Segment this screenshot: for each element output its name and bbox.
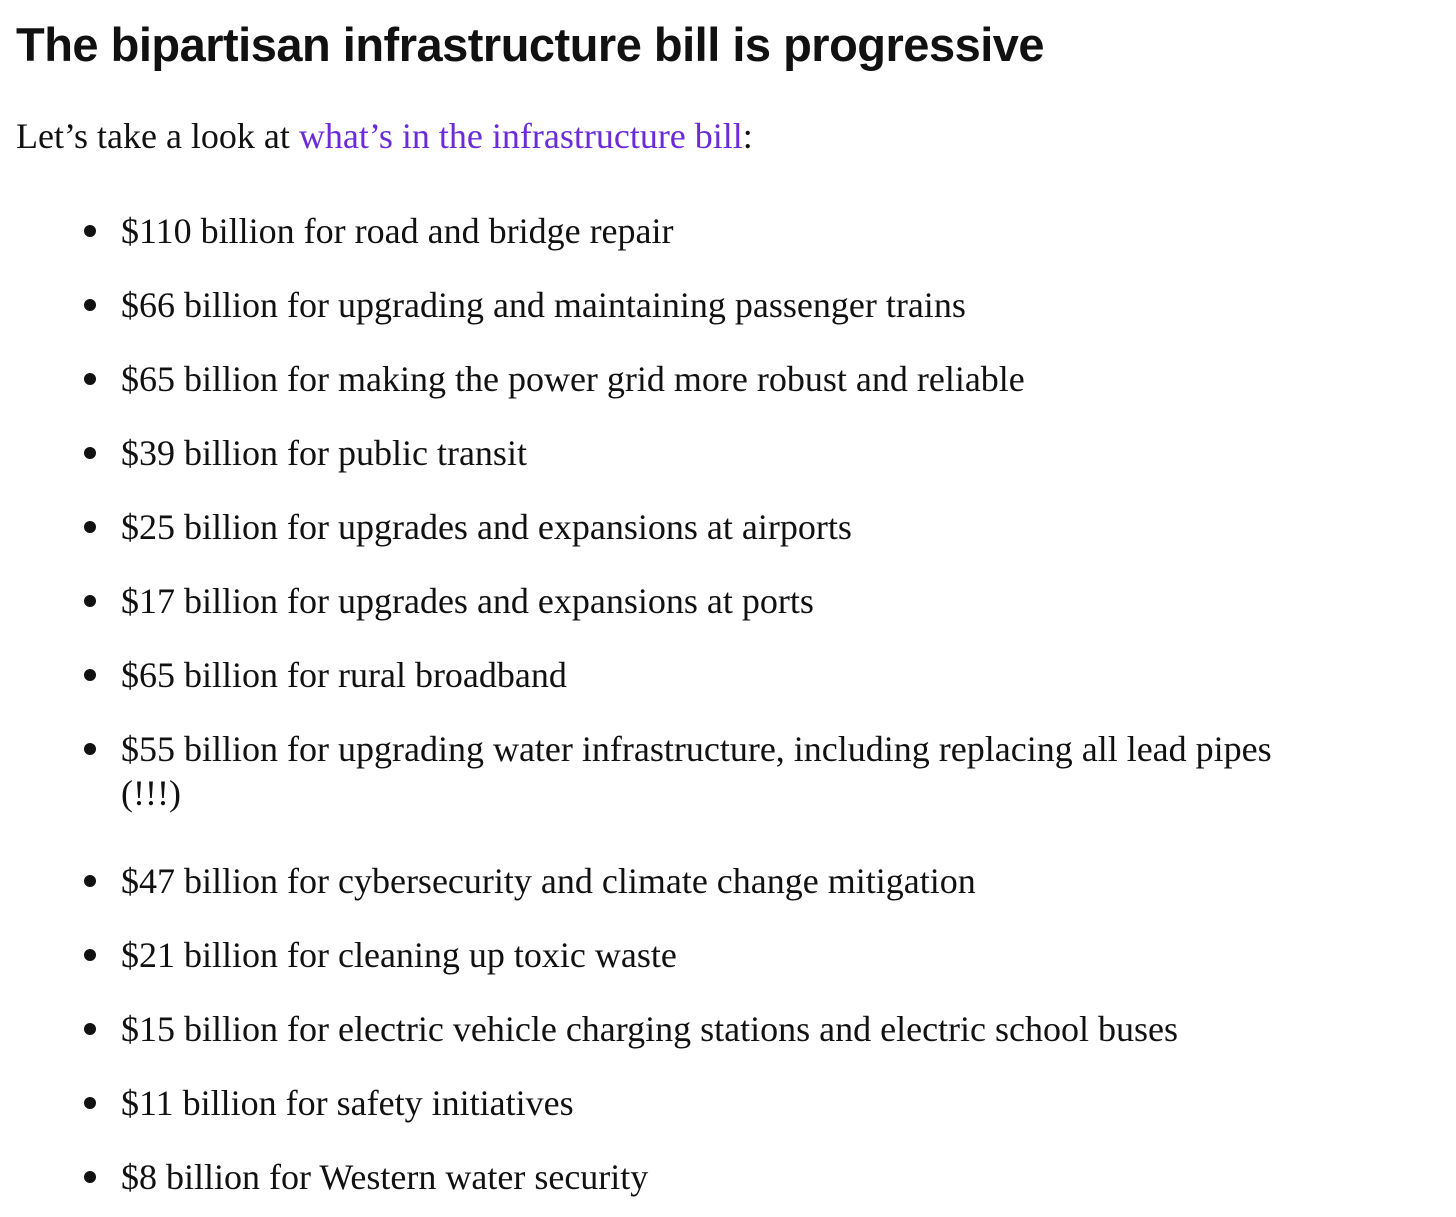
bullet-icon (84, 875, 96, 887)
list-item-text: $15 billion for electric vehicle charging stations and electric school buses (121, 1009, 1179, 1049)
section-heading: The bipartisan infrastructure bill is progressive (16, 18, 1045, 71)
list-item (16, 638, 1446, 712)
article-body (16, 14, 1446, 1214)
list-item-text: $39 billion for public transit (121, 433, 527, 473)
bullet-icon (84, 225, 96, 237)
bullet-icon (84, 743, 96, 755)
bullet-icon (84, 669, 96, 681)
list-item-text: $110 billion for road and bridge repair (121, 211, 674, 251)
list-item-text: $65 billion for making the power grid more robust and reliable (121, 359, 1025, 399)
intro-prefix: Let’s take a look at (16, 116, 299, 156)
list-item (16, 1140, 1446, 1214)
list-item (16, 844, 1446, 918)
bullet-icon (84, 1097, 96, 1109)
intro-suffix: : (742, 116, 753, 156)
bullet-icon (84, 1171, 96, 1183)
bullet-icon (84, 521, 96, 533)
list-item-text: $17 billion for upgrades and expansions at ports (121, 581, 814, 621)
list-item-text: $21 billion for cleaning up toxic waste (121, 935, 677, 975)
list-item (16, 194, 1446, 268)
bullet-icon (84, 1023, 96, 1035)
list-item (16, 416, 1446, 490)
list-item-text: $66 billion for upgrading and maintaining passenger trains (121, 285, 966, 325)
bullet-icon (84, 949, 96, 961)
funding-list (16, 194, 1446, 1214)
list-item-text: $65 billion for rural broadband (121, 655, 567, 695)
list-item-text: $25 billion for upgrades and expansions at airports (121, 507, 852, 547)
list-item (16, 918, 1446, 992)
list-item (16, 1066, 1446, 1140)
bullet-icon (84, 447, 96, 459)
list-item-continuation: (!!!) (121, 773, 181, 813)
list-item (16, 992, 1446, 1066)
bullet-icon (84, 299, 96, 311)
list-item (16, 268, 1446, 342)
bullet-icon (84, 595, 96, 607)
intro-paragraph (16, 112, 1446, 160)
list-item-text: $8 billion for Western water security (121, 1157, 649, 1197)
bullet-icon (84, 373, 96, 385)
list-item-text: $11 billion for safety initiatives (121, 1083, 574, 1123)
list-item (16, 712, 1446, 844)
list-item (16, 342, 1446, 416)
list-item-text: $47 billion for cybersecurity and climate change mitigation (121, 861, 976, 901)
infrastructure-bill-link[interactable]: what’s in the infrastructure bill (298, 116, 743, 156)
list-item (16, 564, 1446, 638)
list-item-text: $55 billion for upgrading water infrastructure, including replacing all lead pipes (121, 729, 1272, 769)
list-item (16, 490, 1446, 564)
